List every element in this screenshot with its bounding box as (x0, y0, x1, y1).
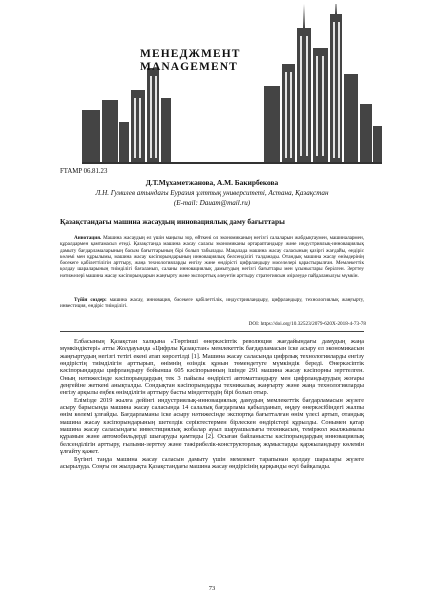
article-authors: Д.Т.Мұхаметжанова, А.М. Бакирбекова (145, 178, 279, 187)
building (297, 28, 311, 164)
body-paragraph: Бүгінгі таңда машина жасау саласын дамыту үшін мемлекет тарапынан қолдау шаралары жүзеге асырылуда. Соңғы он жылдықта Қазақстандағы машина жасау өндірісінің қарқынды өсуі байқалады. (60, 455, 364, 470)
article-body (60, 338, 364, 470)
section-heading (140, 48, 241, 74)
spire (335, 4, 337, 14)
gramp-code: FTAMP 06.81.23 (60, 168, 108, 175)
section-title-kazakh: МЕНЕДЖМЕНТ (140, 48, 241, 60)
building (131, 90, 145, 164)
keywords-label: Түйін сөздер: (74, 297, 107, 303)
spire (303, 4, 305, 28)
building (147, 68, 159, 164)
section-title-english: MANAGEMENT (140, 61, 238, 73)
building (161, 98, 171, 164)
ground-line (82, 162, 382, 164)
divider (60, 331, 364, 332)
abstract (60, 235, 364, 279)
keywords-text: машина жасау, инновация, бәсекеге қабілеттілік, индустрияландыру, цифрландыру, технологиялық жаңғырту, инвестиция, өндіріс тиімділігі. (60, 297, 364, 310)
article-title: Қазақстандағы машина жасаудың инновациялық даму бағыттары (60, 217, 285, 226)
building (344, 74, 358, 164)
building (82, 110, 100, 164)
city-skyline-illustration (82, 4, 382, 164)
doi-link[interactable]: DOI: https://doi.org/10.32523/2079-620X-2018-4-73-78 (248, 321, 366, 327)
building (119, 122, 129, 164)
building (313, 48, 328, 164)
building (330, 14, 342, 164)
body-paragraph: Елімізде 2019 жылға дейінгі индустриялық-инновациялық дамудың мемлекеттік бағдарламасын жүзеге асыру барысында машина жасау саласында 14 салалық бағдарлама қабылданып, өңдеу өнеркәсібіндегі жалпы өнім көлемі ұлғайды. Бағдарламаны іске асыру нәтижесінде экспортқа бағытталған өнім үлесі артып, отандық машина жасау кәсіпорындарының шетелдік серіктестермен бірлескен өндірістері құрылды. Сонымен қатар машина жасау саласындағы инвестициялық жобалар ауыл шаруашылығы техникасын, теміржол жылжымалы құрамын және автомобильдерді шығаруды қамтиды [2]. Осыған байланысты кәсіпорындардың инновациялық белсенділігін арттыру, ғылыми-зерттеу және тәжірибелік-конструкторлық жұмыстарды қаржыландыру көлемін ұлғайту қажет. (60, 396, 364, 456)
author-affiliation: Л.Н. Гумилев атындағы Еуразия ұлттық университеті, Астана, Қазақстан (95, 189, 329, 197)
keywords (60, 297, 364, 310)
page-number: 73 (208, 585, 216, 592)
author-email: (E-mail: Dauam@mail.ru) (173, 199, 251, 207)
building (102, 100, 118, 164)
building (360, 104, 372, 164)
body-paragraph: Елбасының Қазақстан халқына «Төртінші өнеркәсіптік революция жағдайындағы дамудың жаңа мүмкіндіктері» атты Жолдауында «Цифрлы Қазақстан» мемлекеттік бағдарламасын іске асыру ел экономикасын жаңғыртудың негізгі тетігі екені атап көрсетілді [1]. Машина жасау саласында цифрлық технологияларды енгізу өндірістің тиімділігін арттырып, өнімнің өзіндік құнын төмендетуге мүмкіндік береді. Өнеркәсіптік кәсіпорындарды цифрландыру бойынша 605 кәсіпорынның ішінде 291 машина жасау кәсіпорны зерттелген. Оның нәтижесінде кәсіпорындардың тек 3 пайызы өндірісті автоматтандыру мен цифрландырудың жоғары деңгейіне жеткені анықталды. Сондықтан кәсіпорындарды техникалық жаңғырту және жаңа технологияларды енгізу арқылы еңбек өнімділігін арттыру басты міндеттердің бірі болып отыр. (60, 338, 364, 397)
abstract-label: Аннотация. (74, 235, 102, 241)
building (264, 86, 280, 164)
building (373, 126, 382, 164)
abstract-text: Машина жасаудың ел үшін маңызы зор, өйткені ол экономиканың негізгі салаларын жабдықтаумен, машиналармен, құралдармен қамтамасыз етеді. Қазақстанда машина жасау саласы экономиканы әртараптандыру және индустриялық-инновациялық дамыту бағдарламаларының басым бағыттарының бірі болып табылады. Мақалада машина жасау саласының қазіргі жағдайы, өндіріс көлемі мен құрылымы, машина жасау кәсіпорындарының инновациялық белсенділігі талданады. Отандық машина жасау өнімдерінің бәсекеге қабілеттілігін арттыру, жаңа технологияларды енгізу және өндірісті цифрландыру мәселелері қарастырылған. Мемлекеттік қолдау шараларының тиімділігі бағаланып, саланы инновациялық дамытудың негізгі бағыттары мен ұсыныстары берілген. Зерттеу нәтижелері машина жасау кәсіпорындарын жаңғырту және экспорттық әлеуетін арттыру стратегиясын әзірлеуде пайдаланылуы мүмкін. (60, 235, 364, 279)
building (282, 64, 295, 164)
